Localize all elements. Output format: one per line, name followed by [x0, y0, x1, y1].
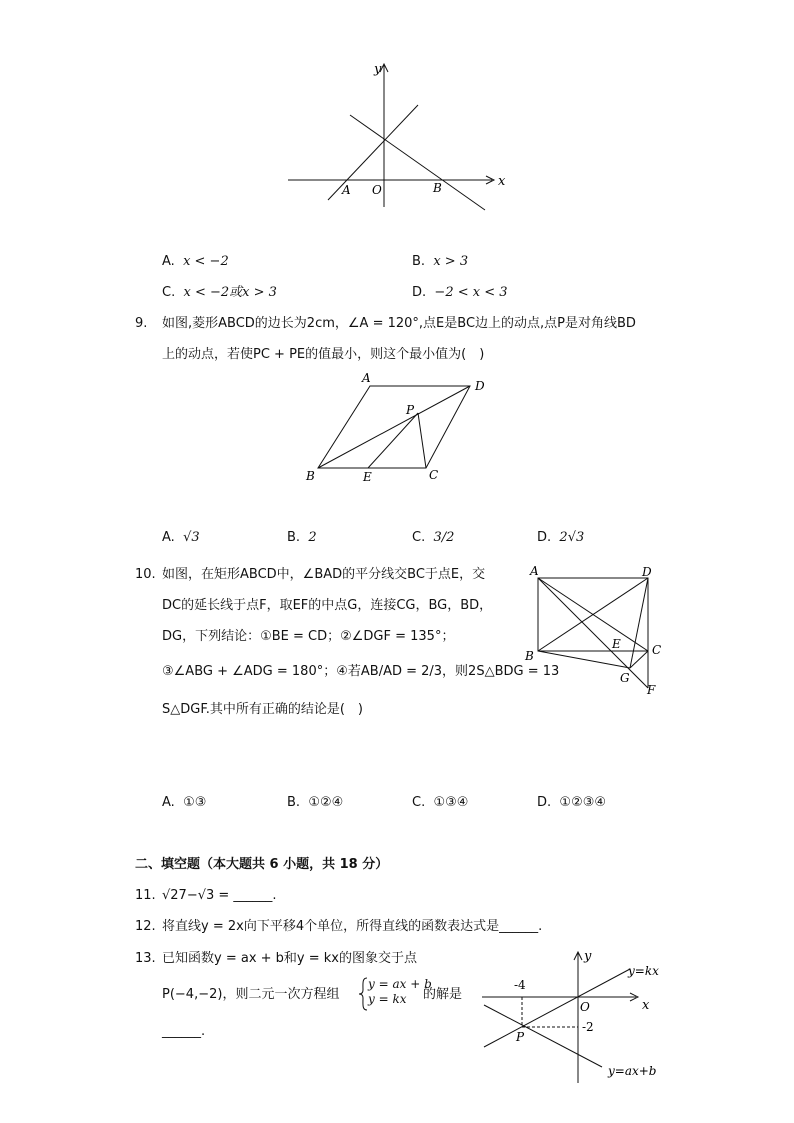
label-A: A [530, 564, 539, 578]
segment-BG [538, 651, 630, 668]
q13-text-line1: 已知函数y = ax + b和y = kx的图象交于点 [162, 951, 417, 966]
q8-option-c[interactable]: C. x < −2或x > 3 [162, 285, 277, 300]
tick-neg4-label: -4 [514, 978, 526, 992]
line-through-B [350, 115, 485, 210]
q10-number: 10. [135, 567, 156, 582]
label-B: B [525, 649, 534, 663]
q10-option-c[interactable]: C. ①③④ [412, 795, 469, 810]
q9-option-d[interactable]: D. 2√3 [537, 530, 585, 545]
q8-option-a[interactable]: A. x < −2 [162, 254, 229, 269]
label-F: F [647, 683, 656, 697]
segment-PE [368, 413, 418, 468]
graph-two-lines [280, 55, 520, 215]
point-A-label: A [342, 183, 351, 197]
tick-neg2-label: -2 [582, 1020, 594, 1034]
label-D: D [642, 565, 652, 579]
label-E: E [363, 470, 372, 484]
q10-text-line5: S△DGF.其中所有正确的结论是( ) [162, 702, 363, 717]
bisector-AF [538, 578, 648, 688]
q12-number: 12. [135, 919, 156, 934]
q9-option-a[interactable]: A. √3 [162, 530, 200, 545]
q9-text-line1: 如图,菱形ABCD的边长为2cm，∠A = 120°,点E是BC边上的动点,点P是对角线BD [162, 316, 636, 331]
label-A: A [362, 371, 371, 385]
label-C: C [429, 468, 439, 482]
q9-text-line2: 上的动点，若使PC + PE的值最小，则这个最小值为( ) [162, 347, 485, 362]
rhombus-figure [300, 370, 500, 490]
line-axb-label: y=ax+b [608, 1064, 657, 1078]
segment-GD [630, 578, 648, 668]
q13-text-line2b: 的解是 [423, 987, 463, 1002]
q10-text-line1: 如图，在矩形ABCD中，∠BAD的平分线交BC于点E，交 [162, 567, 486, 582]
q10-option-d[interactable]: D. ①②③④ [537, 795, 607, 810]
q13-text-line2a: P(−4,−2)，则二元一次方程组 [162, 987, 340, 1002]
label-P: P [406, 403, 415, 417]
x-axis-label: x [498, 174, 506, 189]
q9-option-c[interactable]: C. 3/2 [412, 530, 455, 545]
label-G: G [620, 671, 630, 685]
rectangle-figure [522, 562, 672, 702]
label-D: D [475, 379, 485, 393]
graph-intersection [474, 945, 674, 1085]
q11-number: 11. [135, 888, 156, 903]
diagonal-BD [318, 386, 470, 468]
x-axis-label: x [642, 998, 650, 1013]
label-C: C [652, 643, 662, 657]
y-axis-label: y [374, 62, 382, 77]
label-B: B [306, 469, 315, 483]
label-E: E [612, 637, 621, 651]
point-B-label: B [433, 181, 442, 195]
point-P-label: P [516, 1030, 525, 1044]
origin-label: O [372, 183, 382, 197]
line-y-kx [484, 969, 630, 1047]
q9-option-b[interactable]: B. 2 [287, 530, 317, 545]
line-kx-label: y=kx [628, 964, 659, 978]
q13-equation-1: y = ax + b [368, 977, 432, 991]
q13-answer-blank: ______. [162, 1024, 206, 1039]
q13-equation-2: y = kx [368, 992, 407, 1006]
q8-option-d[interactable]: D. −2 < x < 3 [412, 285, 508, 300]
q8-option-b[interactable]: B. x > 3 [412, 254, 469, 269]
q9-number: 9. [135, 316, 148, 331]
segment-PC [418, 413, 426, 468]
line-y-axb [484, 1005, 602, 1067]
q10-option-b[interactable]: B. ①②④ [287, 795, 344, 810]
origin-label: O [580, 1000, 590, 1014]
q10-text-line3: DG，下列结论：①BE = CD；②∠DGF = 135°； [162, 629, 455, 644]
q10-option-a[interactable]: A. ①③ [162, 795, 207, 810]
y-axis-label: y [584, 949, 592, 964]
q10-text-line2: DC的延长线于点F，取EF的中点G，连接CG，BG，BD， [162, 598, 493, 613]
q10-text-line4: ③∠ABG + ∠ADG = 180°；④若AB/AD = 2/3，则2S△BDG = 13 [162, 664, 560, 679]
q12-text: 将直线y = 2x向下平移4个单位，所得直线的函数表达式是______. [162, 919, 543, 934]
q11-text: √27−√3 = ______. [162, 888, 277, 903]
section-heading: 二、填空题（本大题共 6 小题，共 18 分） [135, 857, 389, 872]
q13-number: 13. [135, 951, 156, 966]
